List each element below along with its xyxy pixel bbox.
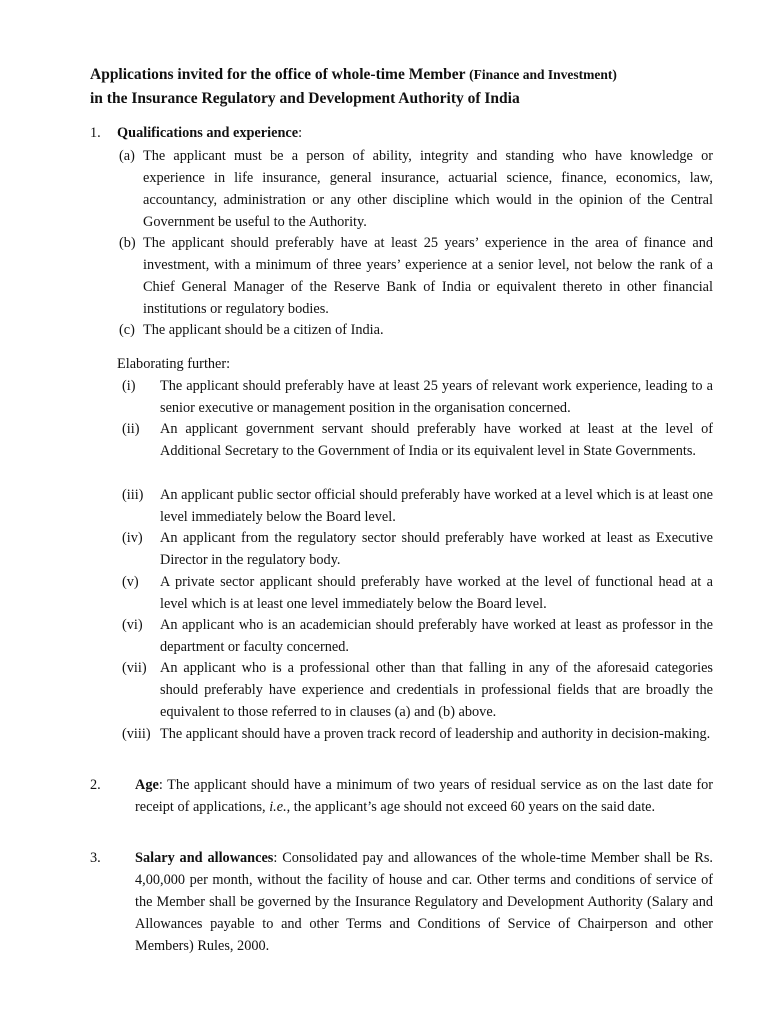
subitem-i-text: The applicant should preferably have at least 25 years of relevant work experience, leading to a senior executive or management position in the organisation concerned. xyxy=(160,378,713,416)
item-a-label: (a) xyxy=(119,148,135,164)
subitem-vii-text: An applicant who is a professional other than that falling in any of the aforesaid categories should preferably have experience and credentials in professional fields that are broadly the equivalent to those referred to in clauses (a) and (b) above. xyxy=(160,660,713,720)
item-a-text: The applicant must be a person of ability, integrity and standing who have knowledge or experience in life insurance, general insurance, actuarial science, finance, economics, law, accountancy, administration or any other discipline which would in the opinion of the Central Government be useful to the Authority. xyxy=(143,148,713,230)
item-b-label: (b) xyxy=(119,235,136,251)
subitem-ii-text: An applicant government servant should preferably have worked at least at the level of Additional Secretary to the Government of India or its equivalent level in State Governments. xyxy=(160,421,713,459)
section3-text: : Consolidated pay and allowances of the whole-time Member shall be Rs. 4,00,000 per month, without the facility of house and car. Other terms and conditions of service of the Member shall be governed by the Insurance Regulatory and Development Authority (Salary and Allowances payable to and other Terms and Conditions of Service of Chairperson and other Members) Rules, 2000. xyxy=(135,850,713,954)
subitem-iv-text: An applicant from the regulatory sector should preferably have worked at least as Executive Director in the regulatory body. xyxy=(160,530,713,568)
elaborating-heading: Elaborating further: xyxy=(117,356,231,372)
document-title xyxy=(90,63,730,111)
section1-number: 1. xyxy=(90,125,101,141)
section2-text-part2: , the applicant’s age should not exceed 60 years on the said date. xyxy=(286,799,656,815)
subitem-v-label: (v) xyxy=(122,574,139,590)
section2-heading: Age xyxy=(135,777,159,793)
section1-heading: Qualifications and experience xyxy=(117,125,299,141)
subitem-viii-label: (viii) xyxy=(122,726,151,742)
section3-heading: Salary and allowances xyxy=(135,850,274,866)
section2-text xyxy=(135,774,713,818)
section3-text-block xyxy=(135,847,713,957)
subitem-vi-label: (vi) xyxy=(122,617,143,633)
section1-colon: : xyxy=(298,125,303,141)
section3-number: 3. xyxy=(90,850,101,866)
subitem-vi-text: An applicant who is an academician should preferably have worked at least as professor in the department or faculty concerned. xyxy=(160,617,713,655)
title-line1: Applications invited for the office of whole-time Member xyxy=(90,66,466,83)
section2-number: 2. xyxy=(90,777,101,793)
subitem-v-text: A private sector applicant should preferably have worked at the level of functional head at a level which is at least one level immediately below the Board level. xyxy=(160,574,713,612)
section1-heading-line xyxy=(117,122,717,144)
title-line2: in the Insurance Regulatory and Development Authority of India xyxy=(90,90,520,107)
item-c-text: The applicant should be a citizen of India. xyxy=(143,322,384,338)
subitem-vii-label: (vii) xyxy=(122,660,147,676)
subitem-viii-text: The applicant should have a proven track record of leadership and authority in decision-making. xyxy=(160,726,711,742)
item-b-text: The applicant should preferably have at least 25 years’ experience in the area of finance and investment, with a minimum of three years’ experience at a senior level, not below the rank of a Chief General Manager of the Reserve Bank of India or equivalent thereto in other financial institutions or regulatory bodies. xyxy=(143,235,713,317)
section2-text-part1: : The applicant should have a minimum of two years of residual service as on the last date for receipt of applications, xyxy=(135,777,713,815)
subitem-iv-label: (iv) xyxy=(122,530,143,546)
item-c-label: (c) xyxy=(119,322,135,338)
subitem-iii-text: An applicant public sector official should preferably have worked at a level which is at least one level immediately below the Board level. xyxy=(160,487,713,525)
subitem-i-label: (i) xyxy=(122,378,136,394)
subitem-ii-label: (ii) xyxy=(122,421,140,437)
section2-ie: i.e. xyxy=(269,799,287,815)
title-line1-paren: (Finance and Investment) xyxy=(469,67,617,82)
subitem-iii-label: (iii) xyxy=(122,487,144,503)
